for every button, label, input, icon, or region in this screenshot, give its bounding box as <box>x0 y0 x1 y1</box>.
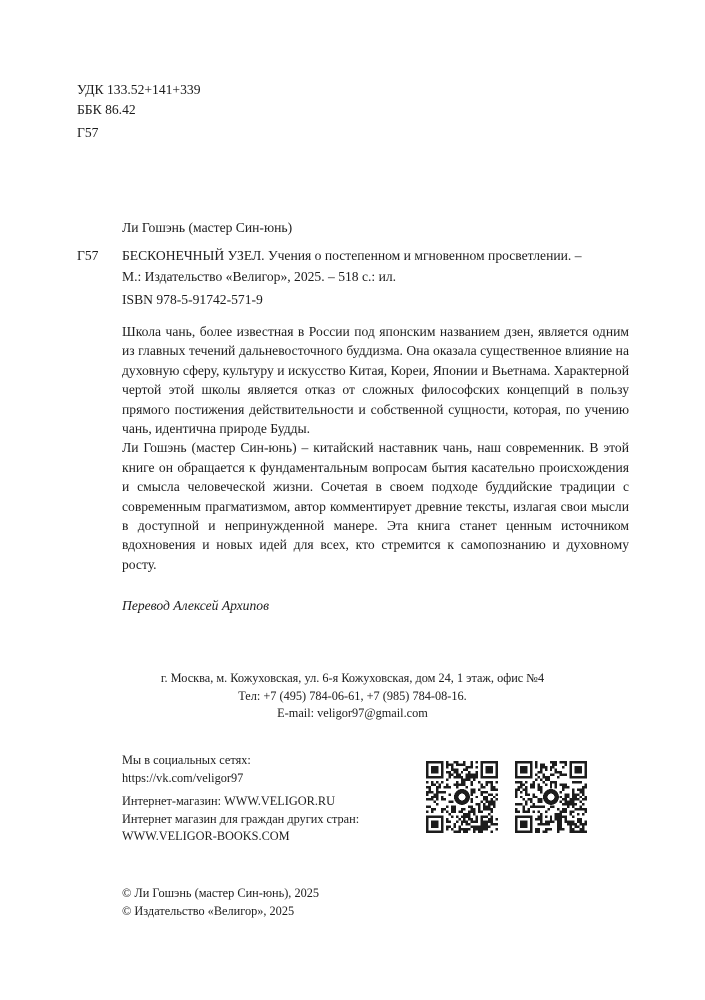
author-mark: Г57 <box>77 125 99 140</box>
classification-codes <box>77 80 201 143</box>
copyright-block <box>122 884 319 920</box>
catalog-title-block <box>122 246 629 286</box>
translator-credit: Перевод Алексей Архипов <box>122 598 269 613</box>
qr-code-telegram-icon[interactable] <box>426 761 498 833</box>
shop-link[interactable]: Интернет-магазин: WWW.VELIGOR.RU <box>122 794 335 808</box>
publisher-phone: Тел: +7 (495) 784-06-61, +7 (985) 784-08-16. <box>238 688 467 703</box>
intl-shop-label: Интернет магазин для граждан других стран: <box>122 811 360 826</box>
copyright-publisher: © Издательство «Велигор», 2025 <box>122 904 295 918</box>
vk-link[interactable]: https://vk.com/veligor97 <box>122 770 244 785</box>
intl-shop-link[interactable]: WWW.VELIGOR-BOOKS.COM <box>122 829 290 843</box>
abstract-paragraph-2: Ли Гошэнь (мастер Син-юнь) – китайский наставник чань, наш современник. В этой книге он обращается к фундаментальным вопросам бытия касательно происхождения и смысла человеческой жизни. Сочетая в своем подходе буддийские традиции с современным прагматизмом, автор комментирует древние тексты, излагая свои мысли в доступной и непринужденной манере. Эта книга станет ценным источником вдохновения и новых идей для всех, кто стремится к самопознанию и духовному росту. <box>122 440 629 572</box>
publisher-address: г. Москва, м. Кожуховская, ул. 6-я Кожуховская, дом 24, 1 этаж, офис №4 <box>160 671 545 685</box>
udk-code: УДК 133.52+141+339 <box>77 82 201 97</box>
catalog-title-line-1: БЕСКОНЕЧНЫЙ УЗЕЛ. Учения о постепенном и мгновенном просветлении. – <box>122 248 582 263</box>
social-heading: Мы в социальных сетях: <box>122 753 251 767</box>
catalog-title-line-2: М.: Издательство «Велигор», 2025. – 518 с.: ил. <box>122 269 397 284</box>
publisher-email: E-mail: veligor97@gmail.com <box>277 706 428 720</box>
isbn: ISBN 978-5-91742-571-9 <box>122 292 263 307</box>
catalog-author: Ли Гошэнь (мастер Син-юнь) <box>122 220 293 235</box>
publisher-contacts <box>0 670 705 723</box>
abstract-paragraph-1: Школа чань, более известная в России под японским названием дзен, является одним из главных течений дальневосточного буддизма. Она оказала существенное влияние на духовную сферу, культуру и искусство Китая, Кореи, Японии и Вьетнама. Характерной чертой этой школы является отказ от сложных философских концепций в пользу прямого постижения действительности и собственной сущности, которая, по учению чань, идентична природе Будды. <box>122 324 629 437</box>
abstract <box>122 322 629 574</box>
qr-code-vk-icon[interactable] <box>515 761 587 833</box>
social-block <box>122 752 359 846</box>
bbk-code: ББК 86.42 <box>77 101 136 117</box>
catalog-author-mark: Г57 <box>77 248 99 263</box>
copyright-author: © Ли Гошэнь (мастер Син-юнь), 2025 <box>122 886 320 900</box>
